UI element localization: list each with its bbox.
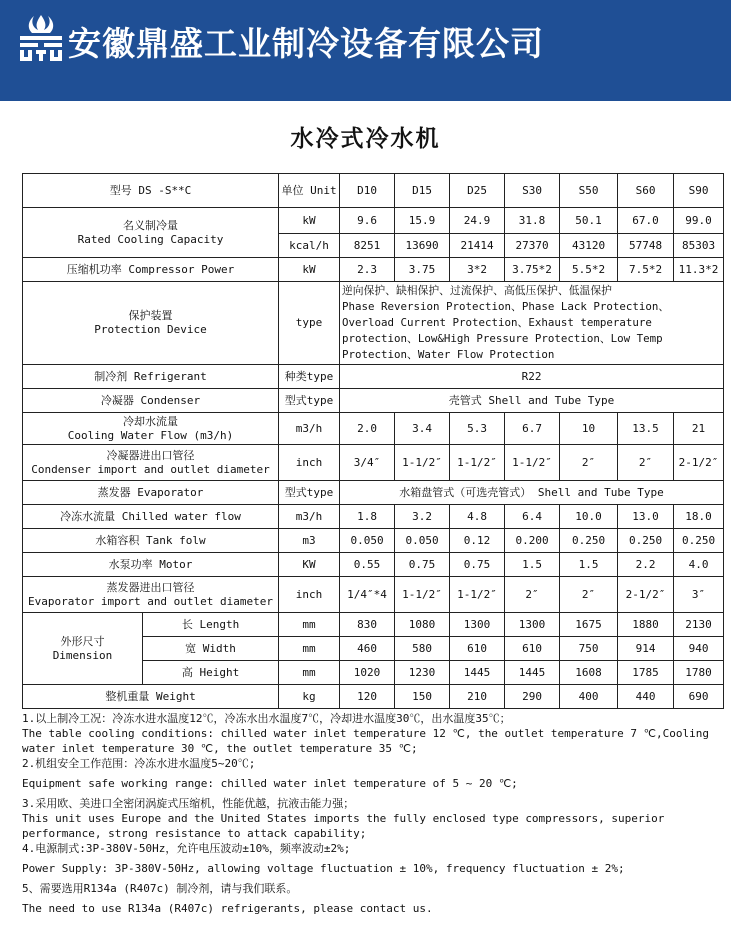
- unit-cell: 种类type: [279, 365, 340, 389]
- weight-label: 整机重量 Weight: [23, 685, 279, 709]
- value-cell: 3.2: [395, 505, 450, 529]
- condenser-pipe-label: [23, 445, 279, 481]
- value-cell: 750: [560, 637, 618, 661]
- compressor-label: 压缩机功率 Compressor Power: [23, 258, 279, 282]
- evaporator-pipe-label: [23, 577, 279, 613]
- value-cell: 2″: [560, 577, 618, 613]
- pump-row: [23, 553, 724, 577]
- protection-text: [340, 282, 724, 365]
- value-cell: 27370: [505, 234, 560, 258]
- weight-row: [23, 685, 724, 709]
- pump-label: 水泵功率 Motor: [23, 553, 279, 577]
- company-logo-icon: [18, 13, 64, 63]
- value-cell: 1020: [340, 661, 395, 685]
- value-cell: 940: [674, 637, 724, 661]
- value-cell: 830: [340, 613, 395, 637]
- evaporator-pipe-row: [23, 577, 724, 613]
- value-cell: 2″: [505, 577, 560, 613]
- note-line: performance, strong resistance to attack capability;: [22, 827, 367, 840]
- unit-cell: KW: [279, 553, 340, 577]
- value-cell: 3″: [674, 577, 724, 613]
- header-row: [23, 174, 724, 208]
- company-name: 安徽鼎盛工业制冷设备有限公司: [68, 24, 544, 63]
- value-cell: 9.6: [340, 208, 395, 234]
- length-label: 长 Length: [143, 613, 279, 637]
- value-cell: 6.7: [505, 413, 560, 445]
- cooling-water-en: Cooling Water Flow (m3/h): [67, 428, 234, 442]
- value-cell: 0.050: [395, 529, 450, 553]
- model-name: D25: [450, 174, 505, 208]
- cooling-capacity-cn: 名义制冷量: [123, 218, 178, 232]
- cooling-water-label: [23, 413, 279, 445]
- dimension-cn: 外形尺寸: [60, 634, 105, 648]
- note-line: This unit uses Europe and the United States imports the fully enclosed type compressors, superior: [22, 812, 665, 825]
- value-cell: 4.8: [450, 505, 505, 529]
- width-label: 宽 Width: [143, 637, 279, 661]
- unit-cell: 型式type: [279, 481, 340, 505]
- condenser-pipe-row: [23, 445, 724, 481]
- note-line: The table cooling conditions: chilled water inlet temperature 12 ℃, the outlet temperature 7 ℃,Cooling: [22, 727, 709, 740]
- chilled-water-label: 冷冻水流量 Chilled water flow: [23, 505, 279, 529]
- note-line: 3.采用欧、美进口全密闭涡旋式压缩机，性能优越，抗液击能力强；: [22, 797, 355, 810]
- value-cell: 2130: [674, 613, 724, 637]
- condenser-pipe-en: Condenser import and outlet diameter: [31, 462, 270, 476]
- value-cell: 0.250: [674, 529, 724, 553]
- tank-row: [23, 529, 724, 553]
- value-cell: 3*2: [450, 258, 505, 282]
- value-cell: 0.250: [560, 529, 618, 553]
- value-cell: 460: [340, 637, 395, 661]
- model-name: S50: [560, 174, 618, 208]
- model-header: 型号 DS -S**C: [23, 174, 279, 208]
- dimension-length-row: [23, 613, 724, 637]
- value-cell: 2-1/2″: [674, 445, 724, 481]
- unit-cell: kW: [279, 208, 340, 234]
- value-cell: 1780: [674, 661, 724, 685]
- value-cell: 10: [560, 413, 618, 445]
- value-cell: 3.4: [395, 413, 450, 445]
- unit-cell: m3/h: [279, 505, 340, 529]
- model-name: D10: [340, 174, 395, 208]
- refrigerant-label: 制冷剂 Refrigerant: [23, 365, 279, 389]
- evaporator-row: [23, 481, 724, 505]
- protection-row: [23, 282, 724, 365]
- height-label: 高 Height: [143, 661, 279, 685]
- value-cell: 24.9: [450, 208, 505, 234]
- protection-line: Protection、Water Flow Protection: [342, 348, 555, 361]
- page-title: 水冷式冷水机: [290, 125, 441, 152]
- dimension-label: [23, 613, 143, 685]
- value-cell: 5.3: [450, 413, 505, 445]
- value-cell: 0.200: [505, 529, 560, 553]
- value-cell: 1880: [618, 613, 674, 637]
- condenser-row: [23, 389, 724, 413]
- value-cell: 13690: [395, 234, 450, 258]
- value-cell: 1.8: [340, 505, 395, 529]
- value-cell: 1-1/2″: [395, 577, 450, 613]
- note-line: 2.机组安全工作范围：冷冻水进水温度5~20℃;: [22, 757, 256, 770]
- value-cell: 3.75*2: [505, 258, 560, 282]
- cooling-capacity-label: [23, 208, 279, 258]
- value-cell: 85303: [674, 234, 724, 258]
- chilled-water-row: [23, 505, 724, 529]
- value-cell: 290: [505, 685, 560, 709]
- value-cell: 4.0: [674, 553, 724, 577]
- value-cell: 21: [674, 413, 724, 445]
- value-cell: 1445: [450, 661, 505, 685]
- value-cell: 0.75: [395, 553, 450, 577]
- value-cell: 21414: [450, 234, 505, 258]
- value-cell: 610: [505, 637, 560, 661]
- cooling-water-row: [23, 413, 724, 445]
- value-cell: 690: [674, 685, 724, 709]
- unit-cell: kcal/h: [279, 234, 340, 258]
- notes: [22, 711, 722, 916]
- note-line: 1.以上制冷工况：冷冻水进水温度12℃，冷冻水出水温度7℃，冷却进水温度30℃，出水温度35℃；: [22, 712, 511, 725]
- value-cell: 3.75: [395, 258, 450, 282]
- note-line: Power Supply: 3P-380V-50Hz, allowing voltage fluctuation ± 10%, frequency fluctuation ± 2%;: [22, 862, 625, 875]
- value-cell: 2-1/2″: [618, 577, 674, 613]
- value-cell: 580: [395, 637, 450, 661]
- value-cell: 400: [560, 685, 618, 709]
- unit-cell: mm: [279, 637, 340, 661]
- value-cell: 120: [340, 685, 395, 709]
- unit-cell: inch: [279, 445, 340, 481]
- evaporator-value: 水箱盘管式（可选壳管式） Shell and Tube Type: [340, 481, 724, 505]
- value-cell: 13.5: [618, 413, 674, 445]
- value-cell: 6.4: [505, 505, 560, 529]
- unit-cell: kg: [279, 685, 340, 709]
- note-line: Equipment safe working range: chilled water inlet temperature of 5 ~ 20 ℃;: [22, 777, 518, 790]
- value-cell: 99.0: [674, 208, 724, 234]
- cooling-water-cn: 冷却水流量: [123, 414, 178, 428]
- value-cell: 610: [450, 637, 505, 661]
- value-cell: 0.55: [340, 553, 395, 577]
- protection-line: Overload Current Protection、Exhaust temperature: [342, 316, 652, 329]
- refrigerant-value: R22: [340, 365, 724, 389]
- note-line: 4.电源制式:3P-380V-50Hz，允许电压波动±10%，频率波动±2%;: [22, 842, 351, 855]
- value-cell: 1445: [505, 661, 560, 685]
- value-cell: 1/4″*4: [340, 577, 395, 613]
- value-cell: 1300: [450, 613, 505, 637]
- value-cell: 2.3: [340, 258, 395, 282]
- unit-cell: inch: [279, 577, 340, 613]
- value-cell: 1.5: [505, 553, 560, 577]
- value-cell: 1.5: [560, 553, 618, 577]
- model-name: S90: [674, 174, 724, 208]
- value-cell: 1300: [505, 613, 560, 637]
- condenser-label: 冷凝器 Condenser: [23, 389, 279, 413]
- value-cell: 1-1/2″: [450, 445, 505, 481]
- compressor-row: [23, 258, 724, 282]
- value-cell: 43120: [560, 234, 618, 258]
- value-cell: 1675: [560, 613, 618, 637]
- value-cell: 11.3*2: [674, 258, 724, 282]
- value-cell: 1-1/2″: [395, 445, 450, 481]
- condenser-value: 壳管式 Shell and Tube Type: [340, 389, 724, 413]
- tank-label: 水箱容积 Tank folw: [23, 529, 279, 553]
- value-cell: 1785: [618, 661, 674, 685]
- model-name: S30: [505, 174, 560, 208]
- unit-cell: mm: [279, 613, 340, 637]
- note-line: 5、需要选用R134a (R407c) 制冷剂，请与我们联系。: [22, 882, 298, 895]
- refrigerant-row: [23, 365, 724, 389]
- protection-line: 逆向保护、缺相保护、过流保护、高低压保护、低温保护: [342, 284, 612, 297]
- value-cell: 13.0: [618, 505, 674, 529]
- note-line: water inlet temperature 30 ℃, the outlet temperature 35 ℃;: [22, 742, 418, 755]
- value-cell: 2.2: [618, 553, 674, 577]
- value-cell: 31.8: [505, 208, 560, 234]
- value-cell: 50.1: [560, 208, 618, 234]
- value-cell: 67.0: [618, 208, 674, 234]
- value-cell: 0.250: [618, 529, 674, 553]
- model-name: S60: [618, 174, 674, 208]
- protection-en: Protection Device: [94, 323, 207, 336]
- unit-cell: mm: [279, 661, 340, 685]
- spec-table: [22, 173, 724, 709]
- value-cell: 2.0: [340, 413, 395, 445]
- protection-label: [23, 282, 279, 365]
- cooling-capacity-row: [23, 208, 724, 234]
- value-cell: 210: [450, 685, 505, 709]
- note-line: The need to use R134a (R407c) refrigerants, please contact us.: [22, 902, 433, 915]
- value-cell: 0.12: [450, 529, 505, 553]
- value-cell: 2″: [560, 445, 618, 481]
- value-cell: 1-1/2″: [505, 445, 560, 481]
- evaporator-label: 蒸发器 Evaporator: [23, 481, 279, 505]
- unit-cell: m3/h: [279, 413, 340, 445]
- value-cell: 10.0: [560, 505, 618, 529]
- value-cell: 1-1/2″: [450, 577, 505, 613]
- evaporator-pipe-en: Evaporator import and outlet diameter: [27, 594, 274, 608]
- value-cell: 15.9: [395, 208, 450, 234]
- value-cell: 8251: [340, 234, 395, 258]
- value-cell: 18.0: [674, 505, 724, 529]
- value-cell: 1608: [560, 661, 618, 685]
- value-cell: 440: [618, 685, 674, 709]
- value-cell: 914: [618, 637, 674, 661]
- unit-cell: m3: [279, 529, 340, 553]
- value-cell: 2″: [618, 445, 674, 481]
- value-cell: 1230: [395, 661, 450, 685]
- condenser-pipe-cn: 冷凝器进出口管径: [106, 448, 195, 462]
- model-name: D15: [395, 174, 450, 208]
- value-cell: 1080: [395, 613, 450, 637]
- protection-line: protection、Low&High Pressure Protection、Low Temp: [342, 332, 663, 345]
- value-cell: 0.050: [340, 529, 395, 553]
- protection-cn: 保护装置: [128, 309, 173, 322]
- protection-line: Phase Reversion Protection、Phase Lack Protection、: [342, 300, 670, 313]
- cooling-capacity-en: Rated Cooling Capacity: [77, 232, 224, 246]
- value-cell: 3/4″: [340, 445, 395, 481]
- value-cell: 57748: [618, 234, 674, 258]
- value-cell: 5.5*2: [560, 258, 618, 282]
- dimension-en: Dimension: [52, 648, 113, 662]
- unit-header: 单位 Unit: [279, 174, 340, 208]
- value-cell: 0.75: [450, 553, 505, 577]
- value-cell: 7.5*2: [618, 258, 674, 282]
- value-cell: 150: [395, 685, 450, 709]
- unit-cell: type: [279, 282, 340, 365]
- unit-cell: kW: [279, 258, 340, 282]
- unit-cell: 型式type: [279, 389, 340, 413]
- company-header: [0, 0, 731, 101]
- evaporator-pipe-cn: 蒸发器进出口管径: [106, 580, 195, 594]
